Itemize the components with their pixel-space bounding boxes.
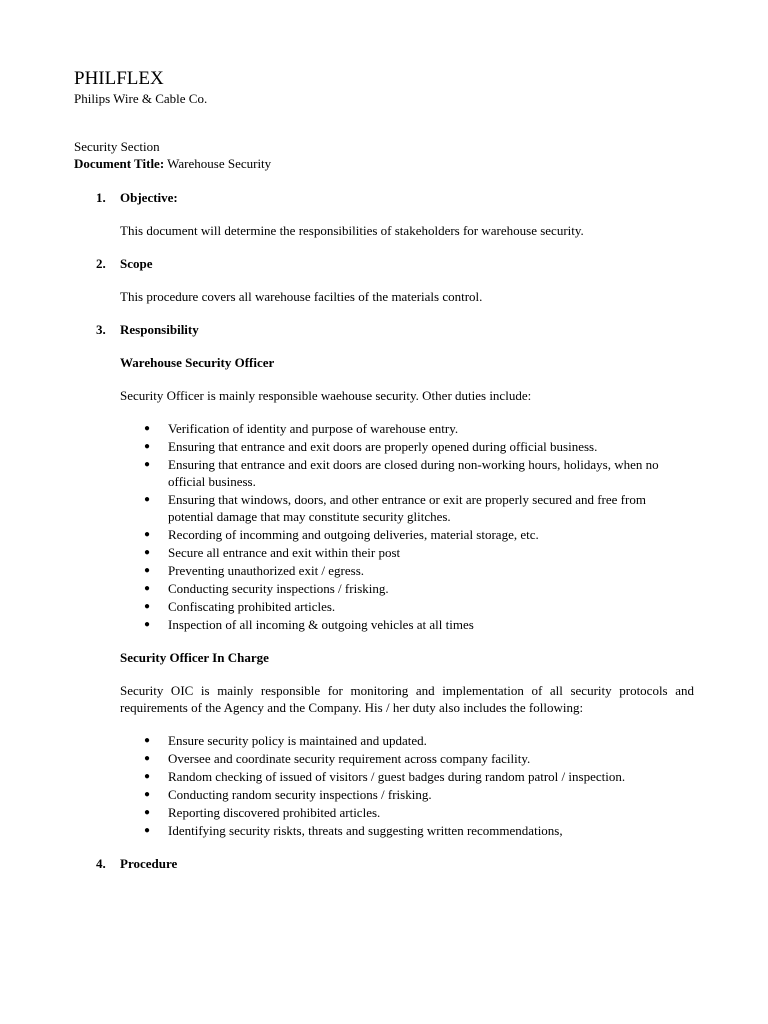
bullet-icon: ●	[144, 459, 151, 470]
duty-text: Ensure security policy is maintained and updated.	[168, 733, 427, 748]
scope-text: This procedure covers all warehouse facilties of the materials control.	[120, 289, 483, 304]
list-item	[120, 562, 694, 579]
duty-text: Reporting discovered prohibited articles.	[168, 805, 381, 820]
list-item	[120, 822, 694, 839]
section-heading	[74, 855, 694, 872]
list-item	[120, 616, 694, 633]
duty-text: Oversee and coordinate security requirement across company facility.	[168, 751, 531, 766]
bullet-icon: ●	[144, 547, 151, 558]
bullet-icon: ●	[144, 735, 151, 746]
list-item	[120, 491, 694, 525]
bullet-icon: ●	[144, 807, 151, 818]
list-item	[120, 544, 694, 561]
bullet-icon: ●	[144, 494, 151, 505]
section-objective	[74, 189, 694, 239]
duty-text: Ensuring that entrance and exit doors are closed during non-working hours, holidays, when no official business.	[168, 457, 659, 489]
main-sections	[74, 189, 694, 872]
security-oic-heading: Security Officer In Charge	[120, 650, 269, 665]
document-title	[74, 155, 694, 172]
section-scope	[74, 255, 694, 305]
section-heading	[74, 321, 694, 338]
bullet-icon: ●	[144, 789, 151, 800]
section-heading-text: Responsibility	[120, 322, 199, 337]
list-item	[120, 732, 694, 749]
section-name: Security Section	[74, 139, 160, 154]
duty-text: Ensuring that windows, doors, and other entrance or exit are properly secured and free from potential damage that may constitute security glitches.	[168, 492, 646, 524]
section-number: 3.	[96, 322, 106, 337]
list-item	[120, 456, 694, 490]
section-procedure	[74, 855, 694, 872]
section-heading-text: Objective:	[120, 190, 178, 205]
oic-intro: Security OIC is mainly responsible for monitoring and implementation of all security protocols and requirements of the Agency and the Company. His / her duty also includes the following:	[120, 683, 694, 715]
list-item	[120, 750, 694, 767]
list-item	[120, 438, 694, 455]
bullet-icon: ●	[144, 771, 151, 782]
warehouse-security-officer-heading: Warehouse Security Officer	[120, 355, 275, 370]
objective-text: This document will determine the responsibilities of stakeholders for warehouse security.	[120, 223, 584, 238]
bullet-icon: ●	[144, 529, 151, 540]
duty-text: Preventing unauthorized exit / egress.	[168, 563, 365, 578]
officer-intro: Security Officer is mainly responsible waehouse security. Other duties include:	[120, 388, 532, 403]
bullet-icon: ●	[144, 565, 151, 576]
section-responsibility	[74, 321, 694, 839]
company-full-name: Philips Wire & Cable Co.	[74, 91, 208, 106]
duty-text: Conducting security inspections / frisking.	[168, 581, 389, 596]
document-page	[74, 68, 694, 872]
duty-text: Secure all entrance and exit within their post	[168, 545, 401, 560]
duty-text: Recording of incomming and outgoing deliveries, material storage, etc.	[168, 527, 539, 542]
bullet-icon: ●	[144, 753, 151, 764]
oic-duties-list	[120, 732, 694, 839]
list-item	[120, 598, 694, 615]
list-item	[120, 786, 694, 803]
section-body	[120, 354, 694, 839]
section-heading-text: Scope	[120, 256, 153, 271]
duty-text: Ensuring that entrance and exit doors are properly opened during official business.	[168, 439, 598, 454]
officer-duties-list	[120, 420, 694, 633]
section-number: 1.	[96, 190, 106, 205]
section-heading-text: Procedure	[120, 856, 178, 871]
list-item	[120, 580, 694, 597]
list-item	[120, 420, 694, 437]
list-item	[120, 768, 694, 785]
duty-text: Conducting random security inspections / frisking.	[168, 787, 432, 802]
section-heading	[74, 255, 694, 272]
bullet-icon: ●	[144, 583, 151, 594]
section-heading	[74, 189, 694, 206]
bullet-icon: ●	[144, 601, 151, 612]
section-number: 2.	[96, 256, 106, 271]
list-item	[120, 526, 694, 543]
duty-text: Random checking of issued of visitors / guest badges during random patrol / inspection.	[168, 769, 626, 784]
bullet-icon: ●	[144, 825, 151, 836]
section-number: 4.	[96, 856, 106, 871]
duty-text: Inspection of all incoming & outgoing vehicles at all times	[168, 617, 474, 632]
bullet-icon: ●	[144, 441, 151, 452]
list-item	[120, 804, 694, 821]
duty-text: Confiscating prohibited articles.	[168, 599, 336, 614]
section-body	[120, 288, 694, 305]
duty-text: Identifying security riskts, threats and suggesting written recommendations,	[168, 823, 563, 838]
duty-text: Verification of identity and purpose of warehouse entry.	[168, 421, 459, 436]
company-name: PHILFLEX	[74, 68, 164, 89]
document-title-label: Document Title:	[74, 156, 165, 171]
bullet-icon: ●	[144, 619, 151, 630]
bullet-icon: ●	[144, 423, 151, 434]
document-title-value: Warehouse Security	[167, 156, 272, 171]
section-body	[120, 222, 694, 239]
